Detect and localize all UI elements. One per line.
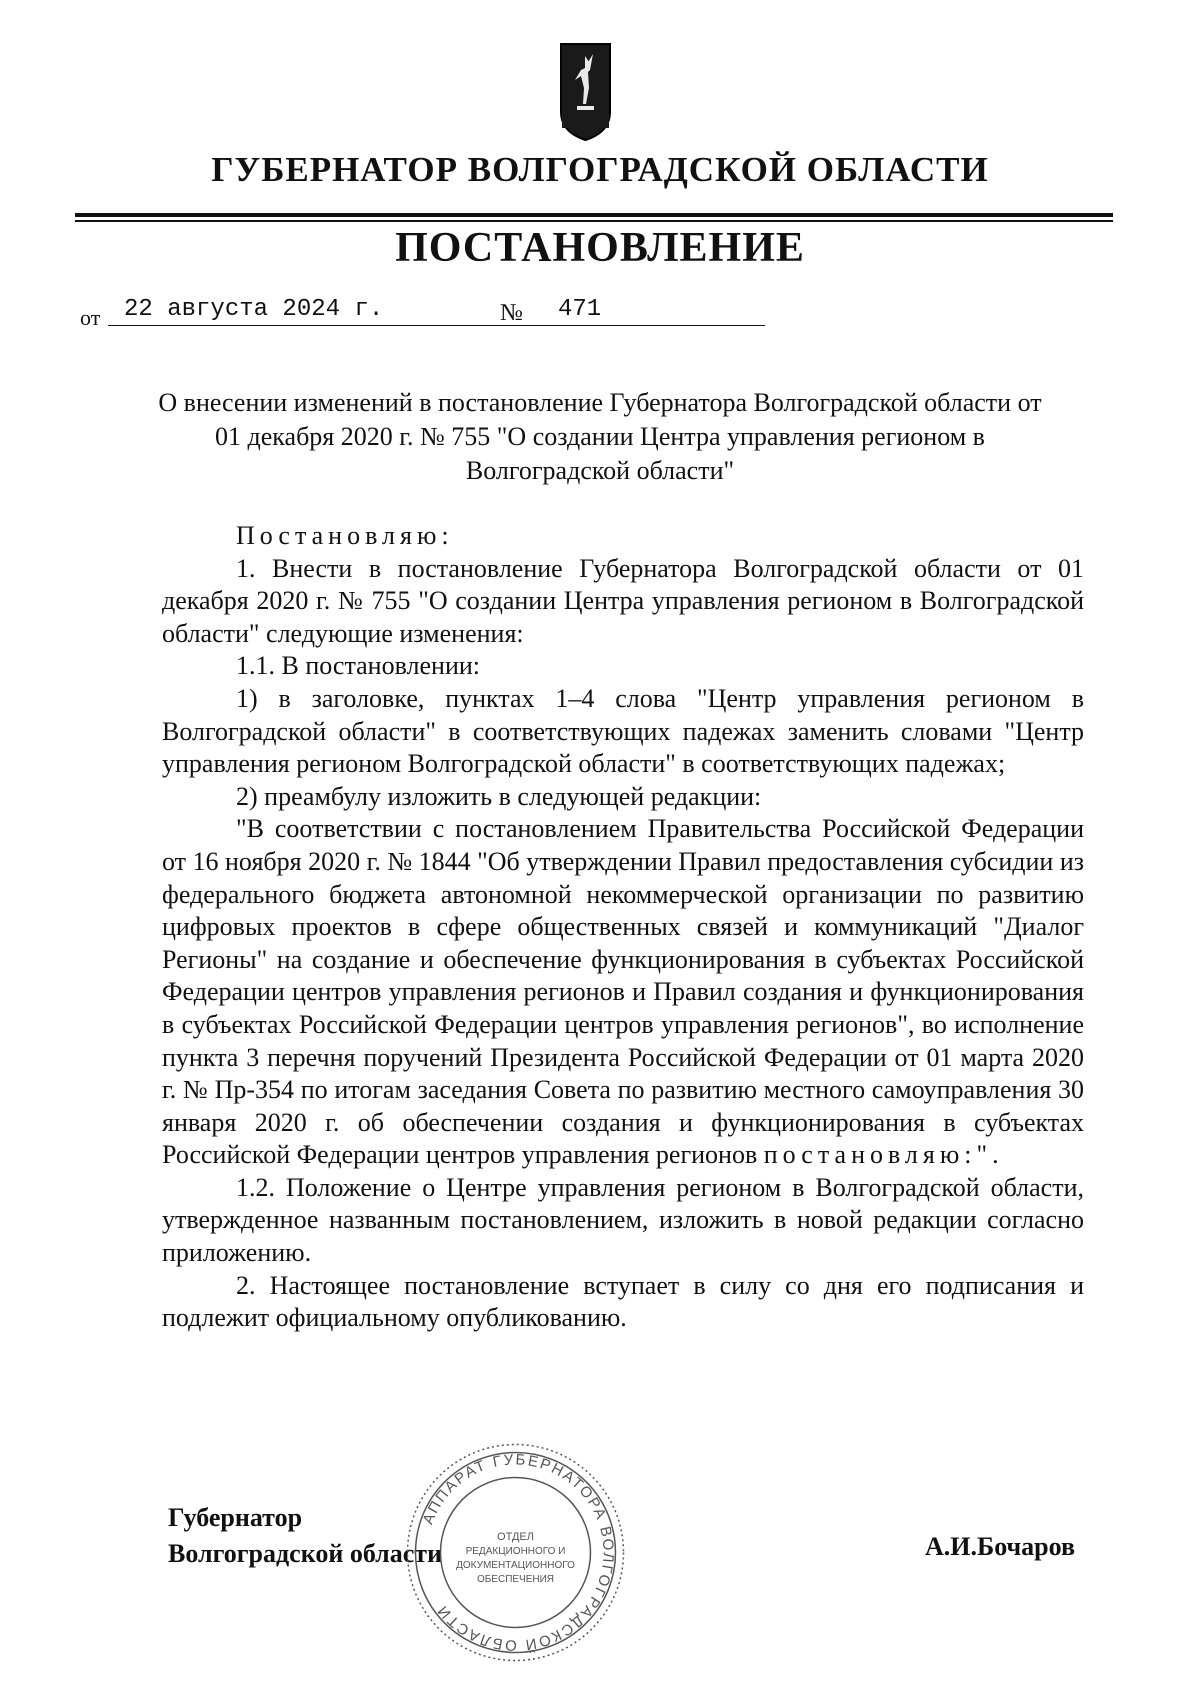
number-prefix: № <box>500 300 523 326</box>
official-stamp <box>403 1440 628 1665</box>
body-paragraph-1-1-1: 1) в заголовке, пунктах 1–4 слова "Центр управления регионом в Волгоградской области" в соответствующих падежах заменить словами "Центр управления регионом Волгоградской области" в соответствующих падежах; <box>162 683 1084 779</box>
body-paragraph-1: 1. Внести в постановление Губернатора Волгоградской области от 01 декабря 2020 г. № 755 "О создании Центра управления регионом в Волгоградской области" следующие изменения: <box>162 553 1084 648</box>
body-paragraph-1-2: 1.2. Положение о Центре управления регионом в Волгоградской области, утвержденное названным постановлением, изложить в новой редакции согласно приложению. <box>162 1172 1084 1268</box>
body-paragraph-2: 2. Настоящее постановление вступает в силу со дня его подписания и подлежит официальному опубликованию. <box>162 1270 1084 1333</box>
body-paragraph-preamble <box>162 813 1084 1172</box>
header-rule-thin <box>75 220 1113 222</box>
signatory-name: А.И.Бочаров <box>925 1532 1076 1561</box>
body-paragraph-1-1: 1.1. В постановлении: <box>236 651 480 681</box>
signatory-title-line1: Губернатор <box>168 1503 303 1532</box>
signatory-title <box>168 1500 442 1572</box>
preamble-text: "В соответствии с постановлением Правительства Российской Федерации от 16 ноября 2020 г. № 1844 "Об утверждении Правил предоставления субсидии из федерального бюджета автономной некоммерческой организации по развитию цифровых проектов в сфере общественных связей и коммуникаций "Диалог Регионы" на создание и обеспечение функционирования в субъектах Российской Федерации центров управления регионов и Правил создания и функционирования в субъектах Российской Федерации центров управления регионов", во исполнение пункта 3 перечня поручений Президента Российской Федерации от 01 марта 2020 г. № Пр-354 по итогам заседания Совета по развитию местного самоуправления 30 января 2020 г. об обеспечении создания и функционирования в субъектах Российской Федерации центров управления регионов <box>162 814 1084 1170</box>
body-paragraph-1-1-2: 2) преамбулу изложить в следующей редакции: <box>236 781 762 811</box>
header-rule-thick <box>75 213 1113 217</box>
document-type-title: ПОСТАНОВЛЕНИЕ <box>395 225 805 271</box>
document-body <box>162 520 1084 1335</box>
date-number-line <box>80 296 700 332</box>
signatory-title-line2: Волгоградской области <box>168 1539 443 1568</box>
body-paragraph-resolve: Постановляю: <box>236 521 454 550</box>
document-subject: О внесении изменений в постановление Губернатора Волгоградской области от 01 декабря 2020 г. № 755 "О создании Центра управления регионом в Волгоградской области" <box>158 388 1042 485</box>
svg-text:ОТДЕЛ: ОТДЕЛ <box>497 1531 534 1543</box>
issuer-title: ГУБЕРНАТОР ВОЛГОГРАДСКОЙ ОБЛАСТИ <box>211 150 989 189</box>
document-number: 471 <box>538 296 765 326</box>
document-date: 22 августа 2024 г. <box>108 296 563 326</box>
svg-text:РЕДАКЦИОННОГО И: РЕДАКЦИОННОГО И <box>465 1546 566 1557</box>
svg-text:ОБЕСПЕЧЕНИЯ: ОБЕСПЕЧЕНИЯ <box>476 1574 555 1585</box>
preamble-resolve: постановляю:". <box>763 1140 1004 1170</box>
date-prefix: от <box>80 305 101 330</box>
svg-text:ДОКУМЕНТАЦИОННОГО: ДОКУМЕНТАЦИОННОГО <box>456 1560 575 1571</box>
stamp-ring-text: АППАРАТ ГУБЕРНАТОРА ВОЛГОГРАДСКОЙ ОБЛАСТИ <box>419 1451 617 1654</box>
coat-of-arms-emblem <box>559 42 612 142</box>
